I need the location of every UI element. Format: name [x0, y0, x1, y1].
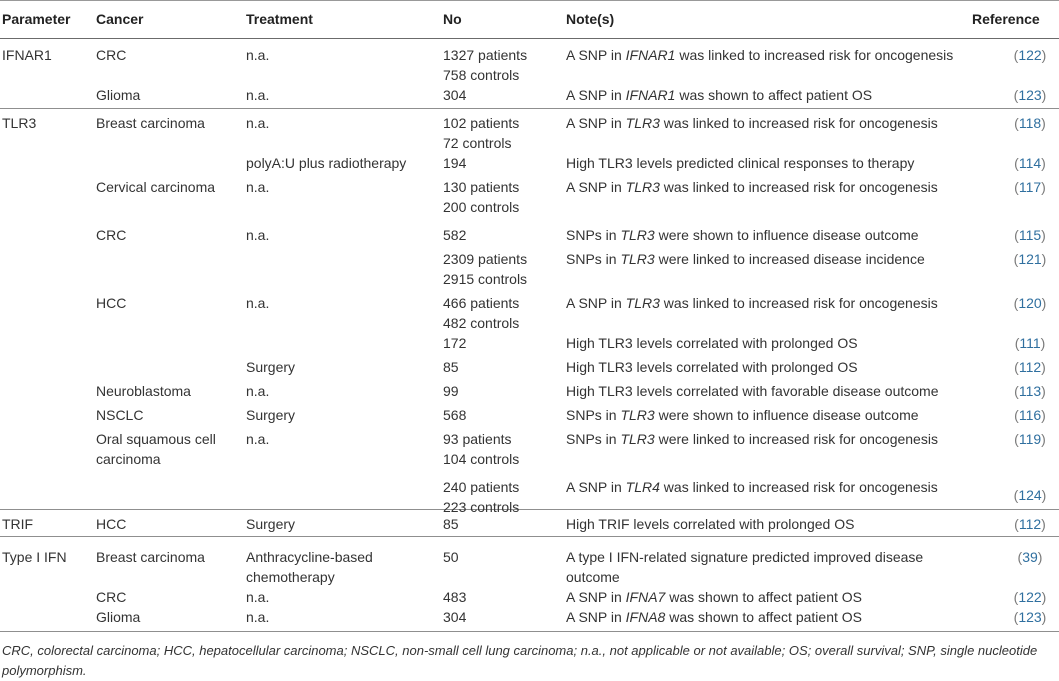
note-text: was shown to affect patient OS [665, 609, 862, 625]
reference-link[interactable]: (123) [1013, 609, 1047, 625]
note-text: were linked to increased disease incidence [654, 251, 925, 267]
treatment-cell: Surgery [246, 516, 296, 532]
no-cell: 466 patients [443, 295, 520, 311]
note-text: A SNP in [566, 295, 626, 311]
parameter-cell: TLR3 [2, 115, 37, 131]
gene-name: IFNAR1 [625, 47, 676, 63]
note-text: was linked to increased risk for oncogenesis [659, 295, 938, 311]
no-cell: 194 [443, 155, 467, 171]
reference-link[interactable]: (118) [1014, 115, 1046, 131]
reference-number[interactable]: 120 [1018, 295, 1042, 311]
note-text: High TLR3 levels correlated with prolonged OS [566, 335, 858, 351]
table-body [0, 39, 1059, 631]
reference-number[interactable]: 118 [1018, 115, 1042, 131]
note-cell [566, 153, 914, 173]
note-text: was linked to increased risk for oncogenesis [659, 479, 938, 495]
no-cell: 99 [443, 383, 459, 399]
no-cell: 130 patients [443, 179, 520, 195]
treatment-cell: Surgery [246, 407, 296, 423]
note-cell [566, 85, 872, 105]
note-cell [566, 381, 939, 401]
note-cell [566, 45, 953, 65]
gene-name: TLR3 [625, 115, 660, 131]
no-cell: 582 [443, 227, 467, 243]
reference-link[interactable]: (123) [1013, 87, 1047, 103]
no-cell: 1327 patients [443, 47, 528, 63]
gene-name: TLR3 [625, 295, 660, 311]
no-cell: 200 controls [443, 199, 520, 215]
note-cell [566, 113, 938, 133]
reference-number[interactable]: 112 [1018, 359, 1042, 375]
header-treatment: Treatment [246, 11, 313, 27]
note-text: High TLR3 levels predicted clinical responses to therapy [566, 155, 915, 171]
reference-link[interactable]: (119) [1014, 431, 1046, 447]
note-cell [566, 567, 620, 587]
no-cell: 304 [443, 609, 467, 625]
reference-number[interactable]: 111 [1019, 335, 1041, 351]
note-cell [566, 607, 862, 627]
reference-number[interactable]: 39 [1022, 549, 1038, 565]
cancer-cell: Neuroblastoma [96, 383, 191, 399]
note-cell [566, 547, 923, 567]
note-text: SNPs in [566, 227, 621, 243]
note-text: was linked to increased risk for oncogenesis [659, 115, 938, 131]
reference-link[interactable]: (39) [1017, 549, 1043, 565]
reference-number[interactable]: 124 [1018, 487, 1042, 503]
reference-number[interactable]: 123 [1018, 87, 1042, 103]
treatment-cell: n.a. [246, 295, 270, 311]
note-text: were shown to influence disease outcome [654, 407, 919, 423]
reference-link[interactable]: (122) [1013, 47, 1047, 63]
reference-number[interactable]: 115 [1018, 227, 1042, 243]
note-text: A SNP in [566, 479, 626, 495]
header-notes: Note(s) [566, 11, 615, 27]
gene-name: IFNAR1 [625, 87, 676, 103]
table-group [0, 109, 1059, 515]
gene-name: IFNA8 [625, 609, 666, 625]
reference-number[interactable]: 117 [1018, 179, 1042, 195]
note-cell [566, 405, 919, 425]
note-cell [566, 477, 938, 497]
reference-number[interactable]: 114 [1018, 155, 1042, 171]
no-cell: 50 [443, 549, 459, 565]
note-cell [566, 249, 925, 269]
reference-link[interactable]: (112) [1014, 516, 1046, 532]
no-cell: 2915 controls [443, 271, 528, 287]
note-cell [566, 587, 862, 607]
reference-number[interactable]: 123 [1018, 609, 1042, 625]
note-text: was linked to increased risk for oncogenesis [675, 47, 954, 63]
note-text: was linked to increased risk for oncogenesis [659, 179, 938, 195]
note-text: outcome [566, 569, 620, 585]
cancer-cell: Glioma [96, 87, 141, 103]
cancer-cell: Oral squamous cell [96, 431, 216, 447]
treatment-cell: n.a. [246, 609, 270, 625]
reference-number[interactable]: 113 [1018, 383, 1042, 399]
note-text: SNPs in [566, 431, 621, 447]
table-group [0, 510, 1059, 537]
treatment-cell: n.a. [246, 589, 270, 605]
gene-name: TLR3 [620, 407, 655, 423]
reference-link[interactable]: (115) [1014, 227, 1046, 243]
no-cell: 172 [443, 335, 467, 351]
no-cell: 102 patients [443, 115, 520, 131]
no-cell: 240 patients [443, 479, 520, 495]
no-cell: 104 controls [443, 451, 520, 467]
note-text: High TLR3 levels correlated with prolonged OS [566, 359, 858, 375]
no-cell: 85 [443, 516, 459, 532]
note-text: A SNP in [566, 589, 626, 605]
reference-link[interactable]: (116) [1014, 407, 1046, 423]
table-group [0, 39, 1059, 109]
cancer-cell: CRC [96, 589, 127, 605]
treatment-cell: n.a. [246, 87, 270, 103]
header-parameter: Parameter [2, 11, 71, 27]
note-cell [566, 514, 854, 534]
header-reference: Reference [972, 11, 1040, 27]
reference-link[interactable]: (122) [1013, 589, 1047, 605]
no-cell: 304 [443, 87, 467, 103]
parameter-cell: Type I IFN [2, 549, 67, 565]
reference-number[interactable]: 116 [1018, 407, 1042, 423]
gene-name: TLR4 [625, 479, 660, 495]
cancer-cell: HCC [96, 516, 127, 532]
reference-link[interactable]: (111) [1014, 335, 1046, 351]
no-cell: 482 controls [443, 315, 520, 331]
treatment-cell: n.a. [246, 115, 270, 131]
cancer-cell: Glioma [96, 609, 141, 625]
note-cell [566, 429, 938, 449]
treatment-cell: Surgery [246, 359, 296, 375]
gene-name: TLR3 [625, 179, 660, 195]
treatment-cell: n.a. [246, 47, 270, 63]
note-text: were linked to increased risk for oncogenesis [654, 431, 938, 447]
parameter-cell: IFNAR1 [2, 47, 52, 63]
note-text: High TLR3 levels correlated with favorable disease outcome [566, 383, 939, 399]
reference-number[interactable]: 119 [1018, 431, 1042, 447]
reference-link[interactable]: (121) [1013, 251, 1047, 267]
header-no: No [443, 11, 462, 27]
gene-name: TLR3 [620, 431, 655, 447]
note-text: A SNP in [566, 47, 626, 63]
note-text: A SNP in [566, 609, 626, 625]
cancer-cell: Breast carcinoma [96, 115, 205, 131]
reference-number[interactable]: 122 [1018, 589, 1042, 605]
note-cell [566, 225, 919, 245]
treatment-cell: Anthracycline-based [246, 549, 373, 565]
no-cell: 568 [443, 407, 467, 423]
treatment-cell: n.a. [246, 431, 270, 447]
no-cell: 223 controls [443, 499, 520, 515]
treatment-cell: n.a. [246, 383, 270, 399]
reference-link[interactable]: (112) [1014, 359, 1046, 375]
treatment-cell: n.a. [246, 179, 270, 195]
reference-link[interactable]: (113) [1014, 383, 1046, 399]
cancer-cell: CRC [96, 227, 127, 243]
reference-number[interactable]: 112 [1018, 516, 1042, 532]
note-text: was shown to affect patient OS [665, 589, 862, 605]
note-text: were shown to influence disease outcome [654, 227, 919, 243]
treatment-cell: n.a. [246, 227, 270, 243]
note-text: A type I IFN-related signature predicted improved disease [566, 549, 924, 565]
gene-name: IFNA7 [625, 589, 666, 605]
note-text: A SNP in [566, 87, 626, 103]
reference-number[interactable]: 121 [1018, 251, 1042, 267]
treatment-cell: polyA:U plus radiotherapy [246, 155, 407, 171]
no-cell: 93 patients [443, 431, 512, 447]
no-cell: 72 controls [443, 135, 512, 151]
no-cell: 483 [443, 589, 467, 605]
note-cell [566, 357, 858, 377]
cancer-cell: HCC [96, 295, 127, 311]
treatment-cell: chemotherapy [246, 569, 335, 585]
note-cell [566, 177, 938, 197]
note-text: SNPs in [566, 407, 621, 423]
cancer-cell: carcinoma [96, 451, 161, 467]
note-text: A SNP in [566, 179, 626, 195]
gene-name: TLR3 [620, 227, 655, 243]
note-cell [566, 293, 938, 313]
cancer-cell: NSCLC [96, 407, 144, 423]
cancer-cell: Cervical carcinoma [96, 179, 216, 195]
no-cell: 758 controls [443, 67, 520, 83]
note-text: was shown to affect patient OS [675, 87, 873, 103]
cancer-cell: CRC [96, 47, 127, 63]
note-cell [566, 333, 858, 353]
note-text: A SNP in [566, 115, 626, 131]
cancer-cell: Breast carcinoma [96, 549, 205, 565]
gene-name: TLR3 [620, 251, 655, 267]
no-cell: 85 [443, 359, 459, 375]
parameter-cell: TRIF [2, 516, 34, 532]
table-group [0, 537, 1059, 632]
note-text: SNPs in [566, 251, 621, 267]
reference-link[interactable]: (117) [1014, 179, 1046, 195]
reference-link[interactable]: (124) [1013, 487, 1047, 503]
reference-link[interactable]: (120) [1013, 295, 1047, 311]
table-footnote: CRC, colorectal carcinoma; HCC, hepatocellular carcinoma; NSCLC, non-small cell lung carcinoma; n.a., not applicable or not available; OS; overall survival; SNP, single nucleotide polymorphism. [2, 643, 1038, 678]
table-header [0, 0, 1059, 39]
reference-link[interactable]: (114) [1014, 155, 1046, 171]
header-cancer: Cancer [96, 11, 144, 27]
reference-number[interactable]: 122 [1018, 47, 1042, 63]
note-text: High TRIF levels correlated with prolonged OS [566, 516, 855, 532]
no-cell: 2309 patients [443, 251, 528, 267]
